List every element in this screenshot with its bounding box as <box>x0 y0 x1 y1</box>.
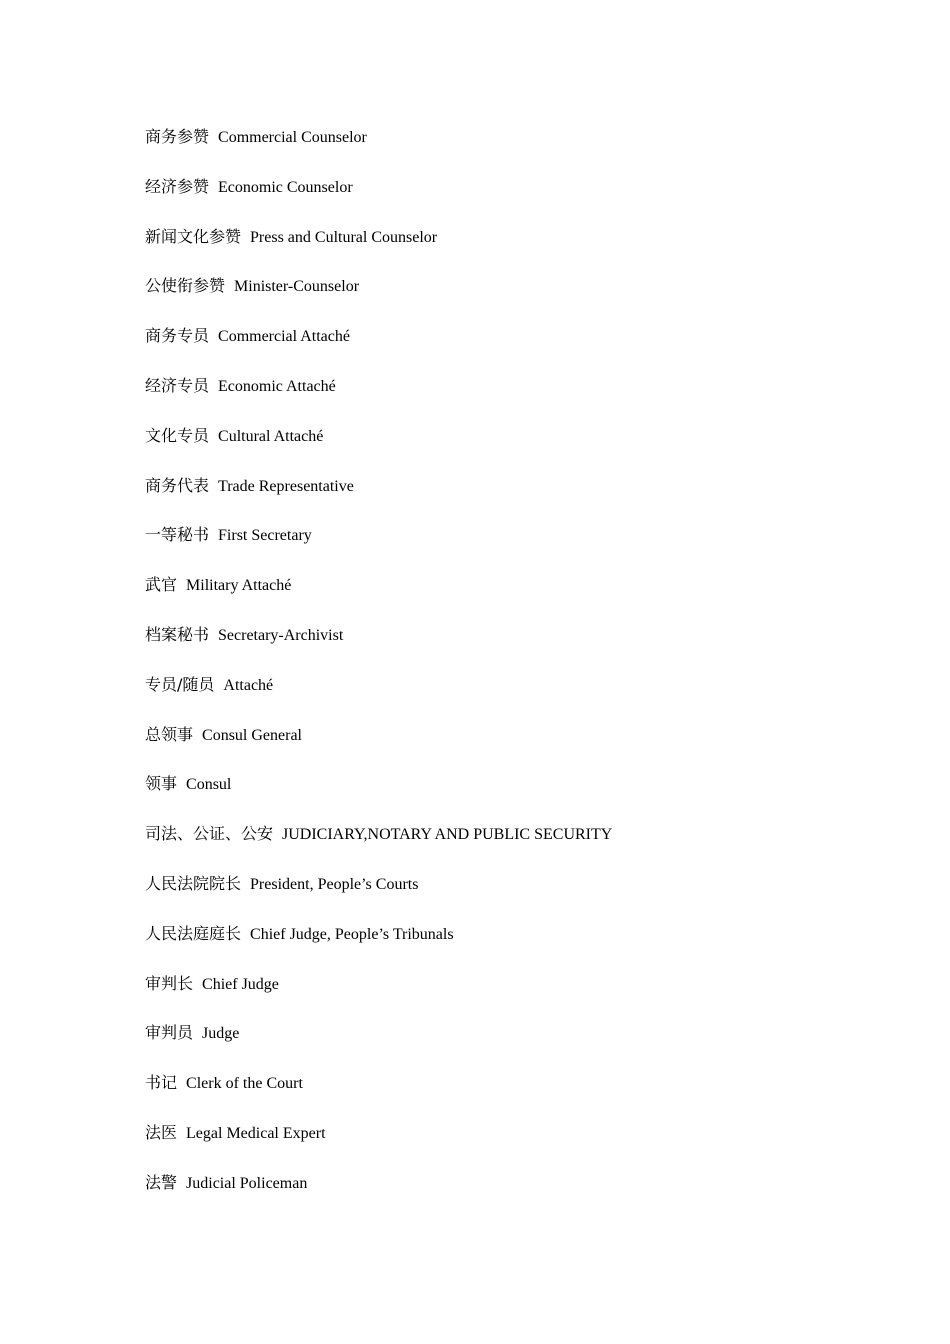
term-chinese: 法警 <box>145 1172 178 1192</box>
term-row <box>145 923 612 973</box>
term-english: President, People’s Courts <box>250 875 419 893</box>
term-row <box>145 624 612 674</box>
term-english: First Secretary <box>218 527 312 545</box>
term-row <box>145 724 612 774</box>
term-row <box>145 524 612 574</box>
term-chinese: 经济参赞 <box>145 176 210 196</box>
term-row <box>145 375 612 425</box>
term-english: Legal Medical Expert <box>186 1124 326 1142</box>
term-chinese: 领事 <box>145 774 178 794</box>
term-english: Cultural Attaché <box>218 427 324 445</box>
term-chinese: 专员/随员 <box>145 674 215 694</box>
term-english: Judicial Policeman <box>186 1174 308 1192</box>
term-row <box>145 475 612 525</box>
term-english: Secretary-Archivist <box>218 626 344 644</box>
term-row <box>145 973 612 1023</box>
term-row <box>145 1122 612 1172</box>
term-chinese: 经济专员 <box>145 375 210 395</box>
term-row <box>145 1172 612 1222</box>
term-row <box>145 275 612 325</box>
term-chinese: 商务代表 <box>145 475 210 495</box>
term-english: JUDICIARY,NOTARY AND PUBLIC SECURITY <box>282 826 613 844</box>
section-heading-row <box>145 823 612 873</box>
term-english: Chief Judge <box>202 975 279 993</box>
term-row <box>145 226 612 276</box>
term-chinese: 审判长 <box>145 973 194 993</box>
term-english: Minister-Counselor <box>234 278 360 296</box>
term-english: Commercial Counselor <box>218 129 367 146</box>
term-chinese: 商务参赞 <box>145 127 210 146</box>
term-english: Economic Attaché <box>218 377 336 395</box>
term-chinese: 人民法庭庭长 <box>145 923 242 943</box>
term-row <box>145 873 612 923</box>
term-row <box>145 325 612 375</box>
term-chinese: 法医 <box>145 1122 178 1142</box>
term-chinese: 武官 <box>145 575 178 595</box>
term-chinese: 商务专员 <box>145 326 210 346</box>
term-english: Consul General <box>202 726 302 744</box>
term-english: Clerk of the Court <box>186 1075 303 1093</box>
term-row <box>145 176 612 226</box>
term-english: Judge <box>202 1025 240 1043</box>
term-chinese: 文化专员 <box>145 425 210 445</box>
term-row <box>145 674 612 724</box>
term-english: Attaché <box>223 676 274 694</box>
term-list <box>145 126 612 1222</box>
term-row <box>145 126 612 176</box>
term-chinese: 一等秘书 <box>145 525 210 545</box>
term-chinese: 公使衔参赞 <box>145 276 226 296</box>
term-english: Trade Representative <box>218 477 354 495</box>
term-chinese: 审判员 <box>145 1023 194 1043</box>
term-english: Consul <box>186 776 232 794</box>
term-row <box>145 1022 612 1072</box>
term-chinese: 总领事 <box>145 724 194 744</box>
term-english: Economic Counselor <box>218 178 353 196</box>
term-chinese: 书记 <box>145 1073 178 1093</box>
term-english: Commercial Attaché <box>218 328 350 346</box>
term-row <box>145 1072 612 1122</box>
term-row <box>145 773 612 823</box>
term-chinese: 档案秘书 <box>145 624 210 644</box>
term-chinese: 人民法院院长 <box>145 873 242 893</box>
term-english: Chief Judge, People’s Tribunals <box>250 925 454 943</box>
term-chinese: 新闻文化参赞 <box>145 226 242 246</box>
term-row <box>145 425 612 475</box>
term-english: Press and Cultural Counselor <box>250 228 438 246</box>
term-chinese: 司法、公证、公安 <box>145 824 274 844</box>
term-english: Military Attaché <box>186 577 292 595</box>
term-row <box>145 574 612 624</box>
